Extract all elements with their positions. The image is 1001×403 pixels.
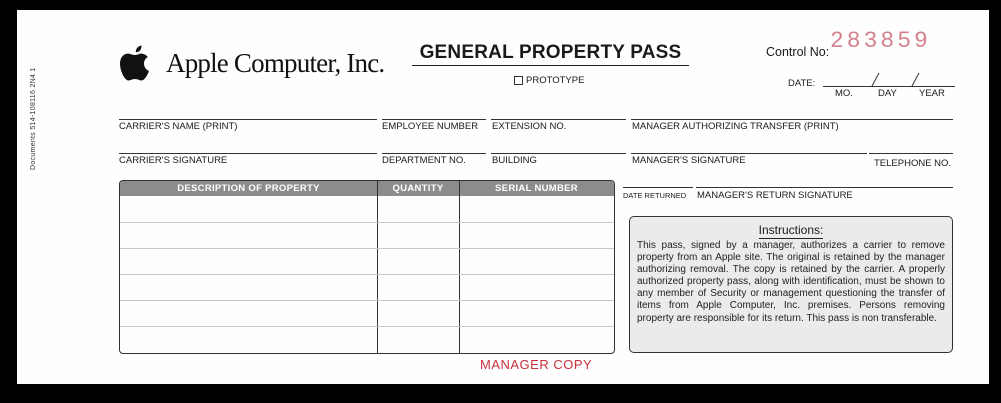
property-table [119, 180, 615, 354]
manager-authorizing-label: MANAGER AUTHORIZING TRANSFER (PRINT) [632, 121, 839, 132]
column-header-quantity: QUANTITY [392, 183, 444, 194]
carrier-name-field[interactable] [119, 119, 377, 120]
extension-field[interactable] [491, 119, 626, 120]
employee-number-label: EMPLOYEE NUMBER [382, 121, 479, 132]
column-divider [377, 181, 378, 353]
department-field[interactable] [382, 153, 486, 154]
column-header-description: DESCRIPTION OF PROPERTY [177, 183, 320, 194]
instructions-title: Instructions: [758, 223, 824, 237]
table-row[interactable] [120, 222, 614, 223]
control-number: 283859 [830, 28, 931, 54]
table-row[interactable] [120, 300, 614, 301]
property-pass-form [17, 10, 989, 384]
date-day-label: DAY [878, 88, 897, 99]
department-label: DEPARTMENT NO. [382, 155, 466, 166]
extension-label: EXTENSION NO. [492, 121, 567, 132]
copy-label: MANAGER COPY [480, 357, 593, 372]
prototype-checkbox[interactable] [514, 76, 523, 85]
date-separator [872, 73, 880, 87]
manager-return-signature-field[interactable] [696, 187, 953, 188]
apple-logo-icon [119, 43, 151, 83]
employee-number-field[interactable] [382, 119, 486, 120]
instructions-box [629, 216, 953, 353]
telephone-label: TELEPHONE NO. [874, 158, 952, 169]
table-header [120, 181, 614, 196]
manager-signature-label: MANAGER'S SIGNATURE [632, 155, 746, 166]
telephone-field[interactable] [869, 153, 953, 154]
table-row[interactable] [120, 274, 614, 275]
date-year-label: YEAR [919, 88, 945, 99]
date-returned-label: DATE RETURNED [623, 191, 687, 200]
table-row[interactable] [120, 248, 614, 249]
building-field[interactable] [491, 153, 626, 154]
control-number-label: Control No: [766, 45, 830, 59]
instructions-text: This pass, signed by a manager, authorizes a carrier to remove property from an Apple site. The original is retained by the manager authorizing removal. The copy is retained by the carrier. A properly authorized property pass, along with identification, must be shown to any member of Security or management questioning the transfer of items from Apple Computer, Inc. premises. Persons removing property are responsible for its return. This pass is non transferable. [637, 240, 945, 324]
carrier-signature-field[interactable] [119, 153, 377, 154]
column-header-serial-number: SERIAL NUMBER [495, 183, 578, 194]
table-row[interactable] [120, 326, 614, 327]
date-returned-field[interactable] [623, 187, 693, 188]
manager-return-signature-label: MANAGER'S RETURN SIGNATURE [697, 190, 853, 201]
manager-signature-field[interactable] [631, 153, 867, 154]
date-label: DATE: [788, 78, 816, 89]
date-month-label: MO. [835, 88, 853, 99]
company-name: Apple Computer, Inc. [166, 48, 385, 78]
date-field[interactable] [823, 86, 955, 87]
prototype-label: PROTOTYPE [526, 75, 585, 86]
form-code: Documents 514-108116 2N4 1 [30, 67, 37, 170]
building-label: BUILDING [492, 155, 537, 166]
prototype-option[interactable] [514, 75, 584, 86]
date-separator [912, 73, 920, 87]
manager-authorizing-field[interactable] [631, 119, 953, 120]
form-title: GENERAL PROPERTY PASS [412, 42, 689, 66]
carrier-name-label: CARRIER'S NAME (PRINT) [119, 121, 238, 132]
carrier-signature-label: CARRIER'S SIGNATURE [119, 155, 228, 166]
column-divider [459, 181, 460, 353]
